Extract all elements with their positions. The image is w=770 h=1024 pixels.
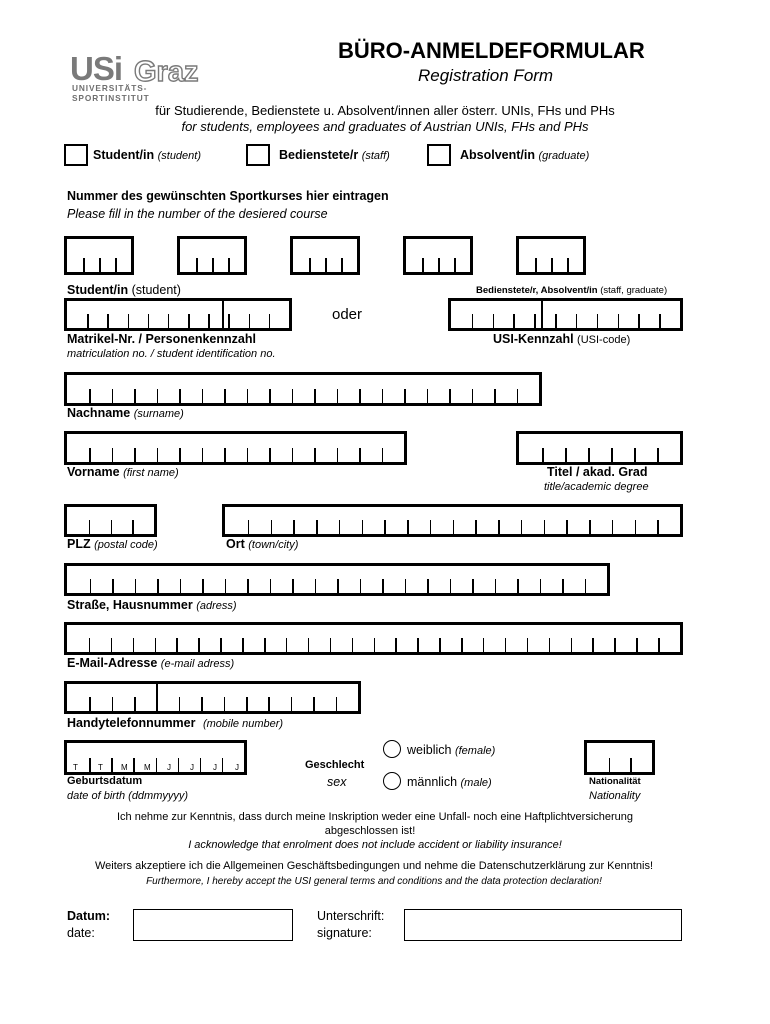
field-cell-divider xyxy=(313,697,315,711)
field-cell-divider xyxy=(264,638,266,652)
course-number-field-5[interactable] xyxy=(516,236,586,275)
matrikel-field[interactable] xyxy=(64,298,292,331)
field-cell-divider xyxy=(521,520,523,534)
field-cell-divider xyxy=(242,638,244,652)
field-cell-divider xyxy=(188,314,190,328)
field-cell-divider xyxy=(112,389,114,403)
field-cell-divider xyxy=(89,520,91,534)
field-cell-divider xyxy=(337,448,339,462)
field-cell-divider xyxy=(112,579,114,593)
disclaimer-text-2: abgeschlossen ist! xyxy=(324,825,416,837)
field-cell-divider xyxy=(430,520,432,534)
title-label-en: title/academic degree xyxy=(544,481,649,493)
field-cell-divider xyxy=(286,638,288,652)
title-field[interactable] xyxy=(516,431,683,465)
field-cell-divider xyxy=(168,314,170,328)
staff-checkbox[interactable] xyxy=(246,144,270,166)
gender-label-en: sex xyxy=(327,775,347,789)
field-cell-divider xyxy=(107,314,109,328)
field-cell-divider xyxy=(544,520,546,534)
field-cell-divider xyxy=(198,638,200,652)
surname-field[interactable] xyxy=(64,372,542,406)
field-cell-divider xyxy=(148,314,150,328)
signature-field[interactable] xyxy=(404,909,682,941)
field-cell-divider xyxy=(542,448,544,462)
field-cell-divider xyxy=(83,258,85,272)
field-cell-divider xyxy=(527,638,529,652)
disclaimer-text: Ich nehme zur Kenntnis, dass durch meine Inskription weder eine Unfall- noch eine Haftplichtversicherung xyxy=(116,811,634,823)
disclaimer-text-en: I acknowledge that enrolment does not include accident or liability insurance! xyxy=(188,839,562,851)
field-cell-divider xyxy=(422,258,424,272)
field-cell-divider xyxy=(472,579,474,593)
field-cell-divider xyxy=(180,579,182,593)
field-cell-divider xyxy=(609,758,611,772)
field-cell-divider xyxy=(638,314,640,328)
course-number-field-4[interactable] xyxy=(403,236,473,275)
field-cell-divider xyxy=(483,638,485,652)
field-cell-divider xyxy=(157,389,159,403)
field-cell-divider xyxy=(132,520,134,534)
field-cell-divider xyxy=(179,697,181,711)
field-cell-divider xyxy=(585,579,587,593)
field-cell-divider xyxy=(202,448,204,462)
field-cell-divider xyxy=(134,697,136,711)
field-cell-divider xyxy=(128,314,130,328)
town-field[interactable] xyxy=(222,504,683,537)
field-cell-divider xyxy=(202,579,204,593)
field-cell-divider xyxy=(270,579,272,593)
field-cell-divider xyxy=(549,638,551,652)
street-field[interactable] xyxy=(64,563,610,596)
signature-label-en: signature: xyxy=(317,926,372,940)
field-cell-divider xyxy=(133,638,135,652)
date-label-en: date: xyxy=(67,926,95,940)
matrikel-label-en: matriculation no. / student identification no. xyxy=(67,348,276,360)
field-cell-divider xyxy=(551,258,553,272)
surname-label: Nachname (surname) xyxy=(67,406,184,420)
form-title: BÜRO-ANMELDEFORMULAR xyxy=(338,38,645,63)
course-number-field-1[interactable] xyxy=(64,236,134,275)
field-cell-divider xyxy=(417,638,419,652)
field-cell-divider xyxy=(592,638,594,652)
field-cell-divider xyxy=(555,314,557,328)
field-cell-divider xyxy=(269,314,271,328)
field-cell-divider xyxy=(157,579,159,593)
field-cell-divider xyxy=(576,314,578,328)
field-cell-divider xyxy=(630,758,632,772)
field-cell-divider xyxy=(634,448,636,462)
birth-date-label: Geburtsdatum xyxy=(67,775,143,787)
field-cell-divider xyxy=(212,258,214,272)
field-cell-divider xyxy=(249,314,251,328)
email-label: E-Mail-Adresse (e-mail adress) xyxy=(67,656,235,670)
field-cell-divider xyxy=(112,448,114,462)
field-cell-divider xyxy=(89,448,91,462)
field-cell-divider xyxy=(382,448,384,462)
field-cell-divider xyxy=(339,520,341,534)
field-cell-divider xyxy=(135,579,137,593)
logo-subtitle: UNIVERSITÄTS-SPORTINSTITUT xyxy=(72,83,150,103)
field-cell-divider xyxy=(292,448,294,462)
field-cell-divider xyxy=(535,258,537,272)
field-cell-divider xyxy=(246,697,248,711)
field-cell-divider xyxy=(292,579,294,593)
graduate-option-label: Absolvent/in (graduate) xyxy=(460,148,590,162)
field-cell-divider xyxy=(179,389,181,403)
field-cell-divider xyxy=(657,520,659,534)
field-cell-divider xyxy=(589,520,591,534)
field-cell-divider xyxy=(493,314,495,328)
email-field[interactable] xyxy=(64,622,683,655)
field-cell-divider xyxy=(571,638,573,652)
field-cell-divider xyxy=(316,520,318,534)
field-cell-divider xyxy=(111,520,113,534)
female-radio[interactable] xyxy=(383,740,401,758)
field-cell-divider xyxy=(382,579,384,593)
field-cell-divider xyxy=(505,638,507,652)
usi-code-field[interactable] xyxy=(448,298,683,331)
male-radio[interactable] xyxy=(383,772,401,790)
birth-date-label-en: date of birth (ddmmyyyy) xyxy=(67,790,189,802)
field-cell-divider xyxy=(330,638,332,652)
male-option-label: männlich (male) xyxy=(407,775,492,789)
field-cell-divider xyxy=(314,448,316,462)
field-cell-divider xyxy=(449,389,451,403)
date-field[interactable] xyxy=(133,909,293,941)
field-cell-divider xyxy=(517,389,519,403)
field-cell-divider xyxy=(454,258,456,272)
field-cell-divider xyxy=(90,579,92,593)
field-cell-divider xyxy=(224,697,226,711)
field-cell-divider xyxy=(453,520,455,534)
course-heading-en: Please fill in the number of the desiered course xyxy=(67,207,328,221)
field-cell-divider xyxy=(315,579,317,593)
field-cell-divider xyxy=(513,314,515,328)
field-cell-divider xyxy=(404,389,406,403)
field-cell-divider xyxy=(337,579,339,593)
field-cell-divider xyxy=(268,697,270,711)
field-cell-divider xyxy=(405,579,407,593)
field-cell-divider xyxy=(111,638,113,652)
birth-date-placeholder: T T M M J J J J xyxy=(73,763,239,772)
field-cell-divider xyxy=(314,389,316,403)
field-cell-divider xyxy=(134,389,136,403)
field-cell-divider xyxy=(291,697,293,711)
field-cell-divider xyxy=(179,448,181,462)
field-cell-divider xyxy=(359,389,361,403)
title-label: Titel / akad. Grad xyxy=(547,465,648,479)
street-label: Straße, Hausnummer (adress) xyxy=(67,598,237,612)
course-number-field-3[interactable] xyxy=(290,236,360,275)
field-cell-divider xyxy=(352,638,354,652)
field-cell-divider xyxy=(224,448,226,462)
field-cell-divider xyxy=(658,638,660,652)
field-cell-divider xyxy=(618,314,620,328)
field-cell-divider xyxy=(407,520,409,534)
field-cell-divider xyxy=(208,314,210,328)
field-cell-divider xyxy=(427,389,429,403)
field-cell-divider xyxy=(247,448,249,462)
field-cell-divider xyxy=(341,258,343,272)
field-cell-divider xyxy=(89,389,91,403)
field-cell-divider xyxy=(657,448,659,462)
staff-option-label: Bedienstete/r (staff) xyxy=(279,148,390,162)
field-cell-divider xyxy=(308,638,310,652)
graduate-checkbox[interactable] xyxy=(427,144,451,166)
field-cell-divider xyxy=(517,579,519,593)
field-cell-divider xyxy=(612,520,614,534)
first-name-label: Vorname (first name) xyxy=(67,465,179,479)
field-cell-divider xyxy=(461,638,463,652)
terms-text: Weiters akzeptiere ich die Allgemeinen Geschäftsbedingungen und nehme die Datenschutzerklärung zur Kenntnis! xyxy=(94,860,654,872)
postal-code-field[interactable] xyxy=(64,504,157,537)
nationality-field[interactable] xyxy=(584,740,655,775)
field-cell-divider xyxy=(614,638,616,652)
postal-code-label: PLZ (postal code) xyxy=(67,537,158,551)
field-cell-divider xyxy=(112,697,114,711)
field-cell-divider xyxy=(269,448,271,462)
field-cell-divider xyxy=(134,448,136,462)
field-cell-divider xyxy=(269,389,271,403)
form-subtitle: Registration Form xyxy=(418,66,554,85)
field-cell-divider xyxy=(87,314,89,328)
field-cell-divider xyxy=(196,258,198,272)
field-cell-divider xyxy=(498,520,500,534)
nationality-label: Nationalität xyxy=(589,776,641,787)
field-cell-divider xyxy=(566,520,568,534)
field-cell-divider xyxy=(374,638,376,652)
field-cell-divider xyxy=(495,579,497,593)
usi-logo-icon xyxy=(70,50,220,86)
field-cell-divider xyxy=(157,448,159,462)
field-cell-divider xyxy=(565,448,567,462)
svg-text:Graz: Graz xyxy=(134,56,199,86)
student-checkbox[interactable] xyxy=(64,144,88,166)
nationality-label-en: Nationality xyxy=(589,790,641,802)
field-cell-divider xyxy=(336,697,338,711)
field-cell-divider xyxy=(99,258,101,272)
field-cell-divider xyxy=(494,389,496,403)
intro-text: für Studierende, Bedienstete u. Absolvent/innen aller österr. UNIs, FHs und PHs xyxy=(155,103,615,118)
field-cell-divider xyxy=(635,520,637,534)
field-cell-divider xyxy=(597,314,599,328)
field-cell-divider xyxy=(337,389,339,403)
staff-section-label: Bedienstete/r, Absolvent/in (staff, graduate) xyxy=(476,285,668,296)
date-label: Datum: xyxy=(67,909,111,923)
student-option-label: Student/in (student) xyxy=(93,148,202,162)
field-cell-divider xyxy=(89,697,91,711)
field-cell-divider xyxy=(395,638,397,652)
svg-text:USi: USi xyxy=(70,50,123,86)
field-cell-divider xyxy=(115,258,117,272)
field-cell-divider xyxy=(562,579,564,593)
field-cell-divider xyxy=(359,448,361,462)
field-cell-divider xyxy=(325,258,327,272)
field-cell-divider xyxy=(450,579,452,593)
first-name-field[interactable] xyxy=(64,431,407,465)
field-cell-divider xyxy=(292,389,294,403)
field-cell-divider xyxy=(472,314,474,328)
field-cell-divider xyxy=(438,258,440,272)
field-cell-divider xyxy=(225,579,227,593)
field-cell-divider xyxy=(427,579,429,593)
signature-label: Unterschrift: xyxy=(317,909,385,923)
field-cell-divider xyxy=(228,314,230,328)
birth-date-field[interactable] xyxy=(64,740,247,775)
gender-label: Geschlecht xyxy=(305,759,365,771)
mobile-field[interactable] xyxy=(64,681,361,714)
field-cell-divider xyxy=(475,520,477,534)
field-cell-divider xyxy=(362,520,364,534)
field-cell-divider xyxy=(540,579,542,593)
field-cell-divider xyxy=(588,448,590,462)
field-cell-divider xyxy=(309,258,311,272)
oder-label: oder xyxy=(332,306,363,323)
course-number-field-2[interactable] xyxy=(177,236,247,275)
field-cell-divider xyxy=(567,258,569,272)
student-section-label: Student/in (student) xyxy=(67,283,181,297)
field-cell-divider xyxy=(659,314,661,328)
terms-text-en: Furthermore, I hereby accept the USI general terms and conditions and the data protection declaration! xyxy=(146,876,602,887)
matrikel-label: Matrikel-Nr. / Personenkennzahl xyxy=(67,332,256,346)
field-cell-divider xyxy=(611,448,613,462)
mobile-label: Handytelefonnummer (mobile number) xyxy=(67,716,284,730)
field-cell-divider xyxy=(224,389,226,403)
field-cell-divider xyxy=(382,389,384,403)
field-cell-divider xyxy=(247,389,249,403)
field-cell-divider xyxy=(439,638,441,652)
intro-text-en: for students, employees and graduates of Austrian UNIs, FHs and PHs xyxy=(181,119,589,134)
field-cell-divider xyxy=(293,520,295,534)
field-cell-divider xyxy=(534,314,536,328)
field-cell-divider xyxy=(89,638,91,652)
field-cell-divider xyxy=(155,638,157,652)
field-cell-divider xyxy=(384,520,386,534)
field-cell-divider xyxy=(202,389,204,403)
field-cell-divider xyxy=(271,520,273,534)
field-cell-divider xyxy=(228,258,230,272)
field-cell-divider xyxy=(220,638,222,652)
usi-code-label: USI-Kennzahl (USI-code) xyxy=(493,332,631,346)
field-cell-divider xyxy=(636,638,638,652)
field-cell-divider xyxy=(176,638,178,652)
field-cell-divider xyxy=(201,697,203,711)
town-label: Ort (town/city) xyxy=(226,537,299,551)
field-cell-divider xyxy=(248,520,250,534)
field-cell-divider xyxy=(472,389,474,403)
female-option-label: weiblich (female) xyxy=(407,743,496,757)
field-cell-divider xyxy=(247,579,249,593)
field-cell-divider xyxy=(360,579,362,593)
course-heading: Nummer des gewünschten Sportkurses hier eintragen xyxy=(67,189,389,203)
logo xyxy=(70,50,220,103)
